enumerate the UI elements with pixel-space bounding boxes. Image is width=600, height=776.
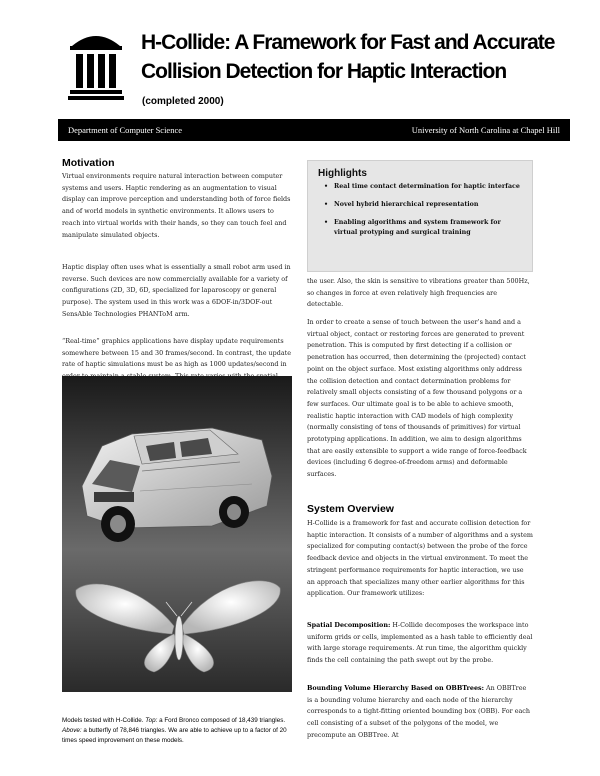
university-name: University of North Carolina at Chapel Hill	[411, 125, 560, 135]
motivation-paragraph-1: Virtual environments require natural interaction between computer systems and users. Haptic rendering as an augmentation to visual display can improve perception and understanding both of force fields and of world models in synthetic environments. It allows users to reach into virtual worlds with their hands, so they can touch feel and manipulate simulated objects.	[62, 172, 291, 239]
system-overview-heading: System Overview	[307, 503, 394, 515]
caption-text: Models tested with H-Collide.	[62, 717, 146, 724]
caption-text: a Ford Bronco composed of 18,439 triangles.	[157, 717, 286, 724]
obbtree-lead: Bounding Volume Hierarchy Based on OBBTrees:	[307, 684, 484, 692]
caption-top-label: Top:	[145, 717, 158, 724]
page-subtitle: (completed 2000)	[142, 96, 224, 107]
highlight-item	[324, 182, 524, 193]
motivation-heading: Motivation	[62, 157, 115, 169]
highlight-text: Novel hybrid hierarchical representation	[334, 200, 479, 208]
system-overview-paragraph: H-Collide is a framework for fast and accurate collision detection for haptic interaction. It consists of a number of algorithms and a system specialized for computing contact(s) between the probe of the force feedback device and objects in the virtual environment. To meet the stringent performance requirements for haptic interaction, we use an approach that specializes many other earlier algorithms for this application. Our framework utilizes:	[307, 519, 533, 598]
highlights-box	[307, 160, 533, 272]
highlights-heading: Highlights	[318, 168, 367, 179]
caption-above-label: Above:	[62, 727, 82, 734]
obbtree-paragraph	[307, 683, 533, 742]
unc-old-well-logo	[68, 24, 124, 100]
highlights-list	[324, 182, 524, 246]
spatial-decomposition-paragraph	[307, 620, 533, 667]
motivation-paragraph-2: Haptic display often uses what is essentially a small robot arm used in reverse. Such devices are now commercially available for a variety of configurations (2D, 3D, 6D, specialized for laparoscopy or general purpose). The system used in this work was a 6DOF-in/3DOF-out SensAble Technologies PHANToM arm.	[62, 263, 291, 318]
right-paragraph-1: the user. Also, the skin is sensitive to vibrations greater than 500Hz, so changes in force at even relatively high frequencies are detectable.	[307, 277, 530, 309]
right-paragraph-2: In order to create a sense of touch between the user’s hand and a virtual object, contact or restoring forces are generated to prevent penetration. This is computed by first detecting if a collision or penetration has occurred, then determining the (projected) contact point on the object surface. Most existing algorithms only address the collision detection and contact determination problems for relatively small objects consisting of a few thousand polygons or a few surfaces. Our ultimate goal is to be able to achieve smooth, realistic haptic interaction with CAD models of high complexity (normally consisting of tens of thousands of primitives) for virtual prototyping applications. In addition, we aim to design algorithms that are easily extensible to support a wide range of force-feedback devices (including 6 degree-of-freedom arms) and deformable surfaces.	[307, 318, 527, 479]
department-band	[58, 119, 570, 141]
highlight-item	[324, 200, 524, 211]
bullet-icon: •	[324, 218, 329, 226]
figure-caption	[62, 716, 294, 746]
highlight-text: Real time contact determination for haptic interface	[334, 183, 520, 190]
highlight-text: Enabling algorithms and system framework for virtual protyping and surgical training	[334, 218, 501, 237]
bullet-icon: •	[324, 200, 329, 208]
department-name: Department of Computer Science	[68, 125, 183, 135]
page-title: H-Collide: A Framework for Fast and Accurate Collision Detection for Haptic Interaction	[141, 31, 555, 83]
model-figure	[62, 376, 292, 692]
caption-text: a butterfly of 78,846 triangles. We are able to achieve up to a factor of 20 times speed improvement on these models.	[62, 727, 287, 744]
motivation-paragraph-3: “Real-time” graphics applications have display update requirements somewhere between 15 and 30 frames/second. In contrast, the update rate of haptic simulations must be as high as 1000 updates/second in	[62, 337, 291, 369]
spatial-decomposition-lead: Spatial Decomposition:	[307, 621, 391, 629]
highlight-item	[324, 218, 524, 240]
bullet-icon: •	[324, 183, 329, 190]
spatial-decomposition-text: H-Collide decomposes the workspace into uniform grids or cells, implemented as a hash table to efficiently deal with large storage requirements. At run time, the algorithm quickly finds the cell containing the path swept out by the probe.	[307, 621, 533, 665]
obbtree-text: An OBBTree is a bounding volume hierarchy and each node of the hierarchy corresponds to a tight-fitting oriented bounding box (OBB). For each cell consisting of a subset of the polygons of the model, we precompute an OBBTree. At	[307, 684, 530, 739]
